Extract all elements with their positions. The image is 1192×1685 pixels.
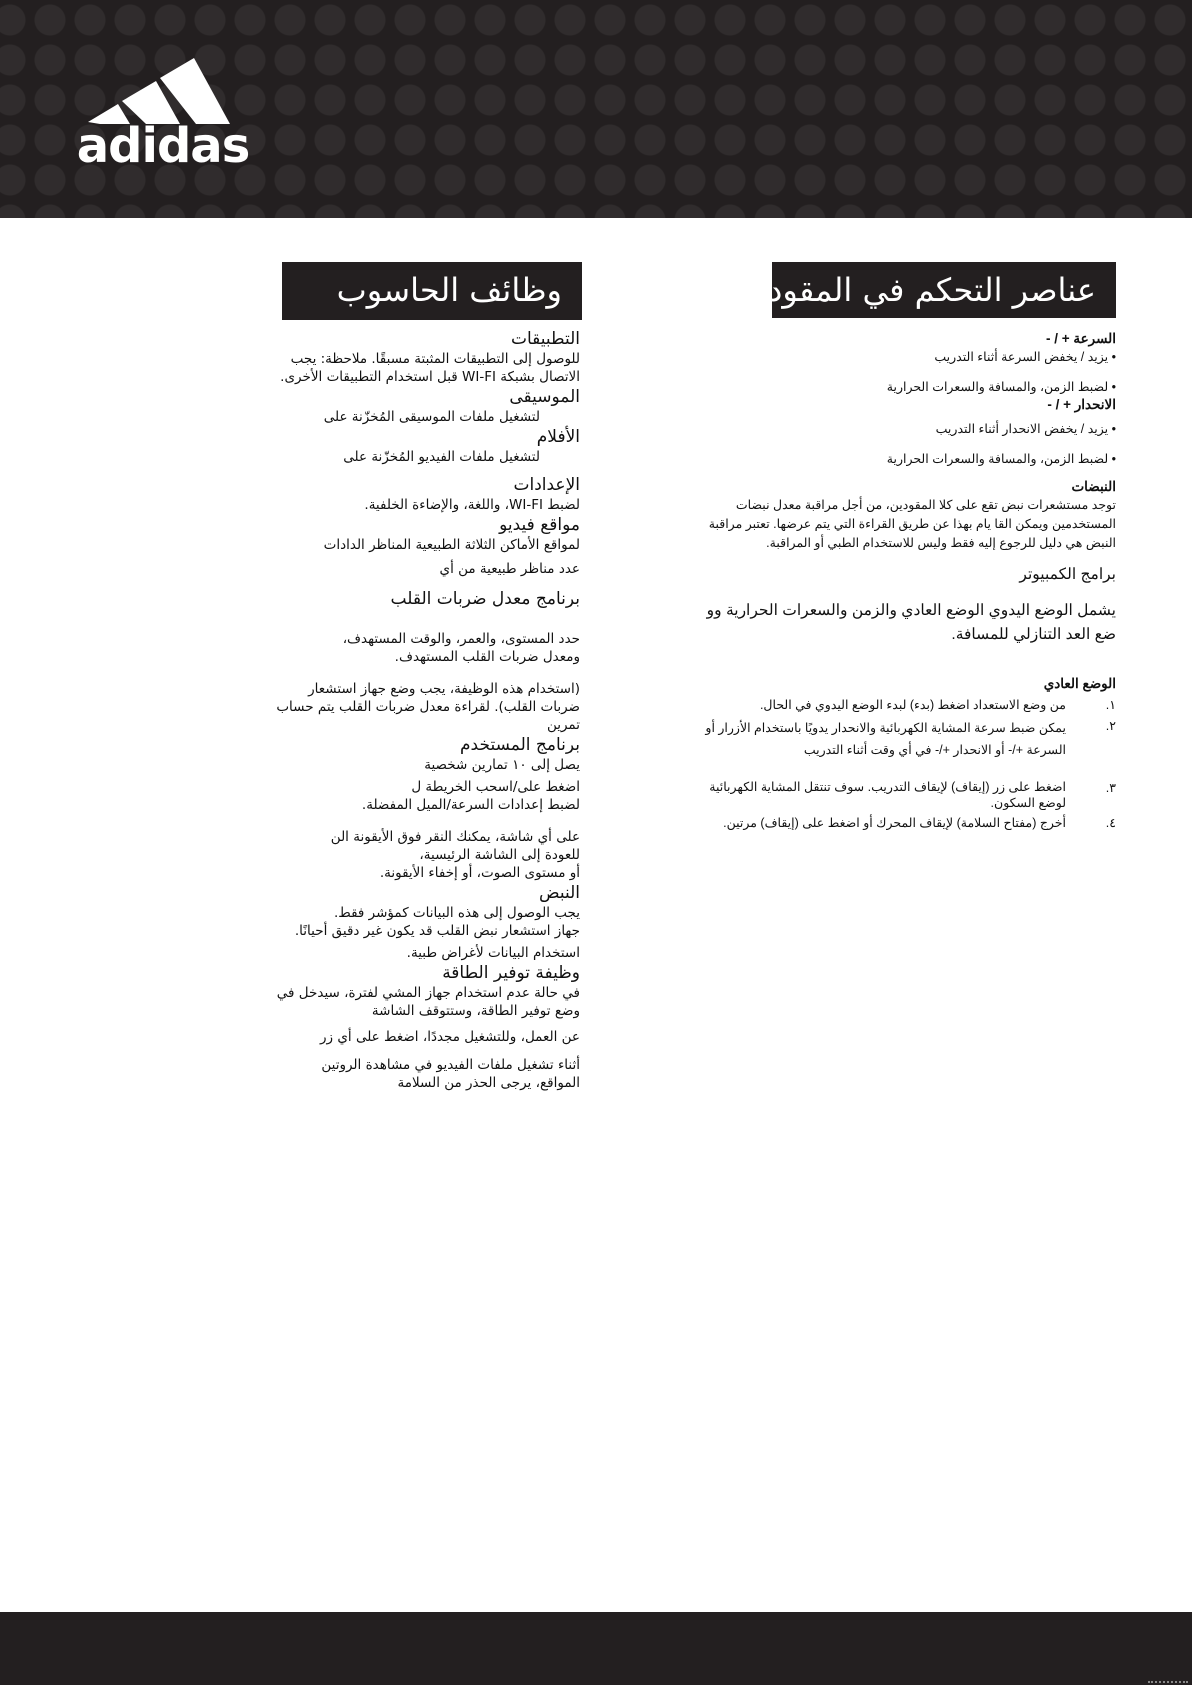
footer-dotted-mark <box>1148 1673 1188 1683</box>
pulse-left-title: النبض <box>539 883 580 903</box>
music-title: الموسيقى <box>509 387 580 407</box>
incline-bullet-2: • لضبط الزمن، والمسافة والسعرات الحرارية <box>886 452 1116 466</box>
incline-title: الانحدار + / - <box>1047 397 1116 412</box>
apps-line-1: للوصول إلى التطبيقات المثبتة مسبقًا. ملاحظة: يجب <box>290 351 580 367</box>
power-saving-line-5: المواقع، يرجى الحذر من السلامة <box>397 1075 580 1091</box>
heart-note-line-3: تمرين <box>546 717 580 733</box>
pulse-left-line-1: يجب الوصول إلى هذه البيانات كمؤشر فقط. <box>333 905 580 921</box>
footer-band <box>0 1612 1192 1685</box>
pulse-left-line-3: استخدام البيانات لأغراض طبية. <box>406 945 580 961</box>
heart-note-line-1: (استخدام هذه الوظيفة، يجب وضع جهاز استشعار <box>308 681 580 697</box>
normal-step-3: ٣. اضغط على زر (إيقاف) لإيقاف التدريب. سوف تنتقل المشاية الكهربائية لوضع السكون. <box>709 780 1116 810</box>
computer-functions-section <box>220 328 580 1092</box>
speed-bullet-1: • يزيد / يخفض السرعة أثناء التدريب <box>934 350 1116 364</box>
user-program-line-3: لضبط إعدادات السرعة/الميل المفضلة. <box>361 797 580 813</box>
video-sites-title: مواقع فيديو <box>499 515 580 535</box>
screen-nav-line-3: أو مستوى الصوت، أو إخفاء الأيقونة. <box>379 865 580 881</box>
apps-line-2: الاتصال بشبكة WI-FI قبل استخدام التطبيقات الأخرى. <box>280 369 580 385</box>
normal-step-2: ٢. يمكن ضبط سرعة المشاية الكهربائية والانحدار يدويًا باستخدام الأزرار أو السرعة +/- أو الانحدار +/- في أي وقت أثناء التدريب <box>705 719 1116 757</box>
heart-program-title: برنامج معدل ضربات القلب <box>390 589 580 609</box>
power-saving-line-1: في حالة عدم استخدام جهاز المشي لفترة، سيدخل في <box>276 985 580 1001</box>
power-saving-line-2: وضع توفير الطاقة، وستتوقف الشاشة <box>371 1003 580 1019</box>
movies-title: الأفلام <box>536 427 580 447</box>
power-saving-line-3: عن العمل، وللتشغيل مجددًا، اضغط على أي زر <box>320 1029 580 1045</box>
header-band <box>0 0 1192 218</box>
speed-title: السرعة + / - <box>1045 331 1116 346</box>
heart-note-line-2: ضربات القلب). لقراءة معدل ضربات القلب يتم حساب <box>276 699 580 715</box>
pulse-text: توجد مستشعرات نبض تقع على كلا المقودين، من أجل مراقبة معدل نبضات المستخدمين ويمكن القا يام بهذا عن طريق القراءة التي يتم عرضها. تعتبر مراقبة النبض هي دليل للرجوع إليه فقط وليس للاستخدام الطبي أو المراقبة. <box>708 498 1116 550</box>
programs-title: برامج الكمبيوتر <box>1019 566 1116 583</box>
speed-bullet-2: • لضبط الزمن، والمسافة والسعرات الحرارية <box>886 380 1116 394</box>
power-saving-title: وظيفة توفير الطاقة <box>442 963 580 983</box>
incline-bullet-1: • يزيد / يخفض الانحدار أثناء التدريب <box>935 422 1116 436</box>
heart-program-line-2: ومعدل ضربات القلب المستهدف. <box>394 649 580 665</box>
screen-nav-line-1: على أي شاشة، يمكنك النقر فوق الأيقونة الن <box>330 829 580 845</box>
pulse-left-line-2: جهاز استشعار نبض القلب قد يكون غير دقيق أحيانًا. <box>294 923 580 939</box>
normal-step-1: ١. من وضع الاستعداد اضغط (بدء) لبدء الوضع اليدوي في الحال. <box>759 698 1116 712</box>
pulse-title: النبضات <box>1071 479 1116 494</box>
user-program-line-2: اضغط على/اسحب الخريطة ل <box>411 779 580 795</box>
normal-mode-title: الوضع العادي <box>1043 676 1116 691</box>
user-program-title: برنامج المستخدم <box>460 735 580 755</box>
settings-title: الإعدادات <box>513 475 580 495</box>
user-program-line-1: يصل إلى ١٠ تمارين شخصية <box>424 757 580 773</box>
heart-program-line-1: حدد المستوى، والعمر، والوقت المستهدف، <box>342 631 580 647</box>
programs-text: يشمل الوضع اليدوي الوضع العادي والزمن والسعرات الحرارية وو ضع العد التنازلي للمسافة. <box>706 602 1116 643</box>
brand-wordmark: adidas <box>76 118 250 174</box>
music-line-1: لتشغيل ملفات الموسيقى المُخزّنة على <box>323 409 540 425</box>
video-sites-line-1: لمواقع الأماكن الثلاثة الطبيعية المناظر الدادات <box>323 537 580 553</box>
computer-functions-heading: وظائف الحاسوب <box>282 262 582 320</box>
screen-nav-line-2: للعودة إلى الشاشة الرئيسية، <box>419 847 580 863</box>
apps-title: التطبيقات <box>510 329 580 349</box>
video-sites-line-2: عدد مناظر طبيعية من أي <box>439 561 580 577</box>
power-saving-line-4: أثناء تشغيل ملفات الفيديو في مشاهدة الروتين <box>321 1057 580 1073</box>
controls-heading: عناصر التحكم في المقود <box>772 262 1116 318</box>
settings-line-1: لضبط WI-FI، واللغة، والإضاءة الخلفية. <box>364 497 580 513</box>
movies-line-1: لتشغيل ملفات الفيديو المُخزّنة على <box>343 449 540 465</box>
controls-section <box>690 330 1116 835</box>
normal-step-4: ٤. أخرج (مفتاح السلامة) لإيقاف المحرك أو اضغط على (إيقاف) مرتين. <box>723 816 1116 830</box>
